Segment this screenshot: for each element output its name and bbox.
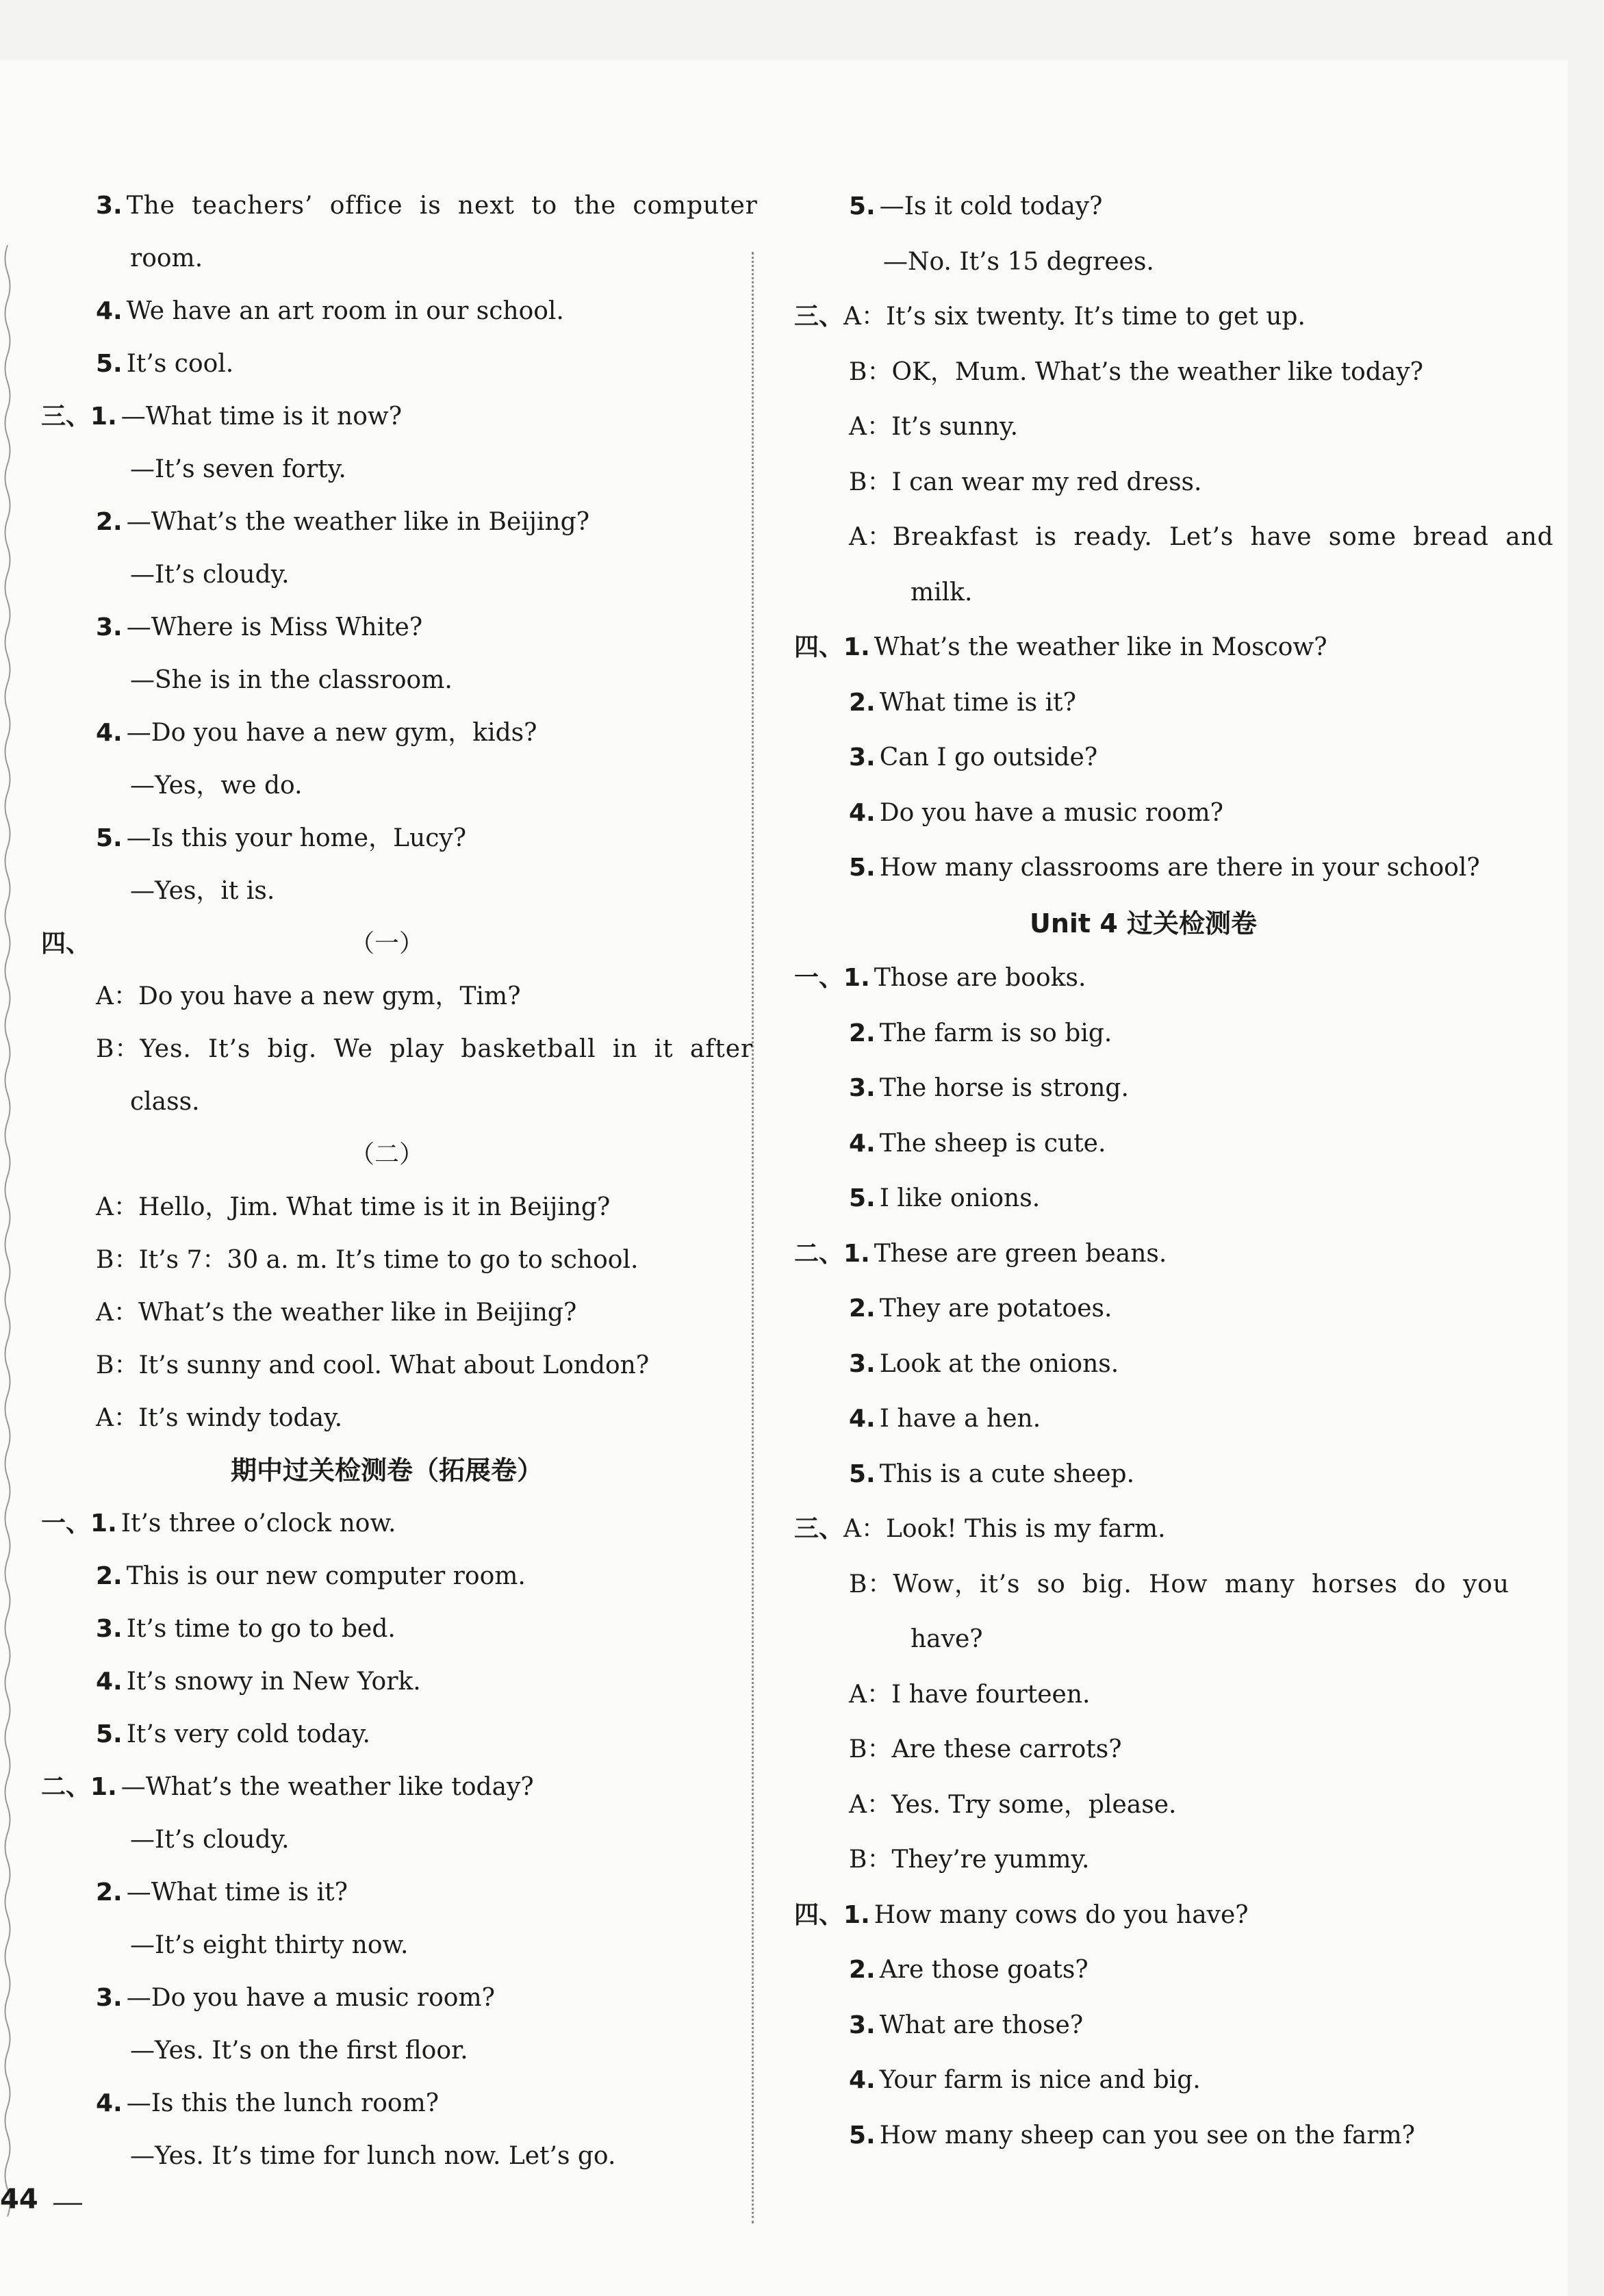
answer-text: room. <box>130 244 203 272</box>
section-marker: 四、 <box>794 1900 844 1929</box>
page-number: 44 <box>0 2184 38 2215</box>
answer-text: have? <box>911 1625 983 1653</box>
answer-text: B：They’re yummy. <box>849 1846 1090 1874</box>
item-number: 4. <box>849 798 876 827</box>
section-marker: 三、 <box>794 1515 844 1543</box>
answer-text: A：It’s sunny. <box>849 413 1019 441</box>
answer-line <box>794 1171 1492 1227</box>
answer-text: B：OK，Mum. What’s the weather like today? <box>849 357 1423 386</box>
answer-line <box>41 1761 733 1813</box>
item-number: 3. <box>96 1615 123 1643</box>
section-marker: 二、 <box>794 1239 844 1268</box>
answer-text: A：What’s the weather like in Beijing? <box>96 1299 577 1327</box>
answer-line <box>41 865 733 917</box>
item-number: 2. <box>96 1562 123 1590</box>
item-number: 2. <box>849 1019 876 1047</box>
answer-text: —Do you have a new gym，kids? <box>126 719 537 747</box>
right-column <box>794 179 1554 2163</box>
item-number: 4. <box>849 1405 876 1433</box>
item-number: 1. <box>90 403 117 431</box>
item-number: 5. <box>849 1184 876 1212</box>
answer-text: How many sheep can you see on the farm? <box>879 2121 1415 2150</box>
item-number: 5. <box>849 192 876 220</box>
answer-line <box>41 2077 733 2130</box>
section-marker: 一、 <box>794 964 844 992</box>
answer-text: A：Breakfast is ready. Let’s have some bread and <box>849 523 1554 551</box>
item-number: 3. <box>849 743 876 771</box>
answer-text: B：Are these carrots? <box>849 1735 1122 1763</box>
answer-line <box>41 2130 733 2182</box>
answer-text: The teachers’ office is next to the computer <box>126 192 758 220</box>
answer-line <box>794 2053 1492 2108</box>
answer-text: —Yes. It’s on the first floor. <box>130 2037 468 2065</box>
answer-line <box>794 179 1492 235</box>
item-number: 5. <box>96 1720 123 1748</box>
dialogue-label: （一） <box>349 930 424 958</box>
answer-text: B：It’s sunny and cool. What about London? <box>96 1351 650 1379</box>
answer-line <box>41 179 758 232</box>
answer-line <box>41 285 733 337</box>
item-number: 3. <box>849 2011 876 2039</box>
answer-text: It’s snowy in New York. <box>126 1668 421 1696</box>
answer-text: This is our new computer room. <box>126 1562 526 1590</box>
answer-text: —What’s the weather like in Beijing? <box>126 508 590 536</box>
answer-line <box>41 970 733 1023</box>
answer-line <box>794 1117 1492 1172</box>
answer-line <box>41 654 733 706</box>
answer-line <box>41 232 733 285</box>
section-marker: 四、 <box>41 930 91 958</box>
item-number: 1. <box>90 1773 117 1801</box>
item-number: 4. <box>96 719 123 747</box>
answer-line <box>41 1919 733 1972</box>
answer-line <box>41 496 733 548</box>
item-number: 2. <box>849 688 876 717</box>
answer-text: A：I have fourteen. <box>849 1680 1091 1709</box>
page-number-rule <box>53 2203 82 2205</box>
answer-text: —Is this the lunch room? <box>126 2089 440 2117</box>
answer-line <box>41 1128 733 1181</box>
answer-line <box>794 1006 1492 1062</box>
answer-text: —It’s cloudy. <box>130 561 290 589</box>
answer-text: Do you have a music room? <box>879 798 1223 827</box>
item-number: 4. <box>849 2066 876 2094</box>
item-number: 1. <box>843 964 870 992</box>
answer-text: —Where is Miss White? <box>126 613 423 641</box>
answer-line <box>794 1888 1492 1943</box>
answer-line <box>41 1866 733 1919</box>
answer-text: A：Hello，Jim. What time is it in Beijing? <box>96 1193 611 1221</box>
answer-text: How many classrooms are there in your school? <box>879 854 1480 882</box>
answer-text: —Yes，we do. <box>130 771 303 800</box>
answer-text: Look at the onions. <box>879 1349 1119 1378</box>
answer-line <box>41 759 733 812</box>
item-number: 3. <box>96 613 123 641</box>
answer-text: I like onions. <box>879 1184 1041 1212</box>
section-marker: 一、 <box>41 1509 91 1538</box>
item-number: 3. <box>849 1074 876 1102</box>
answer-line <box>794 951 1492 1006</box>
answer-text: A：It’s windy today. <box>96 1404 343 1432</box>
answer-text: —Do you have a music room? <box>126 1984 495 2012</box>
answer-text: Those are books. <box>874 964 1086 992</box>
answer-line <box>41 1392 733 1444</box>
answer-text: It’s time to go to bed. <box>126 1615 396 1643</box>
answer-line <box>41 917 733 970</box>
answer-line <box>794 1778 1492 1833</box>
item-number: 4. <box>96 1668 123 1696</box>
answer-line <box>41 1023 754 1075</box>
answer-text: Are those goats? <box>879 1956 1089 1984</box>
section-marker: 四、 <box>794 633 844 661</box>
answer-line <box>41 548 733 601</box>
column-divider <box>752 252 754 2223</box>
answer-line <box>794 1557 1510 1613</box>
answer-text: B：Wow，it’s so big. How many horses do you <box>849 1570 1510 1598</box>
answer-line <box>794 1722 1492 1778</box>
answer-text: This is a cute sheep. <box>879 1459 1135 1488</box>
answer-text: What’s the weather like in Moscow? <box>874 633 1327 661</box>
answer-line <box>794 1943 1492 1998</box>
answer-text: A：Do you have a new gym，Tim? <box>96 982 521 1010</box>
answer-line <box>794 235 1492 290</box>
answer-text: —What time is it? <box>126 1878 348 1906</box>
answer-text: —It’s cloudy. <box>130 1826 290 1854</box>
answer-line <box>794 1612 1492 1668</box>
item-number: 5. <box>849 1459 876 1488</box>
answer-text: —No. It’s 15 degrees. <box>883 247 1154 276</box>
answer-text: What time is it? <box>879 688 1076 717</box>
answer-line <box>794 400 1492 455</box>
item-number: 4. <box>96 2089 123 2117</box>
dialogue-label: （二） <box>349 1140 424 1169</box>
answer-text: class. <box>130 1088 200 1116</box>
answer-line <box>794 345 1492 400</box>
answer-text: Can I go outside? <box>879 743 1098 771</box>
answer-line <box>41 1234 733 1286</box>
answer-line <box>794 290 1492 345</box>
answer-line <box>41 1181 733 1234</box>
answer-text: They are potatoes. <box>879 1294 1112 1323</box>
answer-line <box>41 1286 733 1339</box>
answer-line <box>794 455 1492 511</box>
answer-text: —What time is it now? <box>120 403 403 431</box>
answer-line <box>41 2024 733 2077</box>
answer-line <box>41 1708 733 1761</box>
answer-text: —Is this your home，Lucy? <box>126 824 466 852</box>
left-column <box>41 179 758 2182</box>
section-marker: 二、 <box>41 1773 91 1801</box>
answer-line <box>794 841 1492 896</box>
answer-line <box>794 1998 1492 2054</box>
answer-text: —Yes，it is. <box>130 877 275 905</box>
answer-text: We have an art room in our school. <box>126 297 564 325</box>
answer-line <box>794 510 1554 565</box>
answer-text: A：It’s six twenty. It’s time to get up. <box>843 303 1306 331</box>
answer-text: A：Yes. Try some，please. <box>849 1790 1177 1819</box>
answer-text: Your farm is nice and big. <box>879 2066 1201 2094</box>
answer-line <box>41 1655 733 1708</box>
answer-line <box>794 1281 1492 1337</box>
answer-line <box>41 390 733 443</box>
answer-text: B：It’s 7：30 a. m. It’s time to go to school. <box>96 1246 639 1274</box>
section-marker: 三、 <box>41 403 91 431</box>
answer-text: —Yes. It’s time for lunch now. Let’s go. <box>130 2142 616 2170</box>
answer-text: What are those? <box>879 2011 1084 2039</box>
answer-line <box>794 1061 1492 1117</box>
item-number: 2. <box>849 1956 876 1984</box>
answer-line <box>794 2108 1492 2164</box>
item-number: 5. <box>96 824 123 852</box>
answer-line <box>794 786 1492 841</box>
answer-line <box>794 1833 1492 1888</box>
answer-line <box>794 620 1492 676</box>
answer-text: —It’s seven forty. <box>130 455 346 483</box>
answer-text: —She is in the classroom. <box>130 666 453 694</box>
answer-text: It’s cool. <box>126 350 234 378</box>
answer-line <box>41 1603 733 1655</box>
answer-text: B：I can wear my red dress. <box>849 468 1202 496</box>
item-number: 3. <box>96 192 123 220</box>
answer-text: —What’s the weather like today? <box>120 1773 534 1801</box>
answer-text: These are green beans. <box>874 1239 1167 1268</box>
answer-text: It’s three o’clock now. <box>120 1509 396 1538</box>
answer-line <box>41 1972 733 2024</box>
section-marker: 三、 <box>794 303 844 331</box>
answer-line <box>41 1813 733 1866</box>
item-number: 1. <box>90 1509 117 1538</box>
answer-text: B：Yes. It’s big. We play basketball in it after <box>96 1035 754 1063</box>
item-number: 1. <box>843 1900 870 1929</box>
answer-line <box>794 1337 1492 1392</box>
item-number: 4. <box>96 297 123 325</box>
answer-line <box>41 706 733 759</box>
answer-text: The farm is so big. <box>879 1019 1112 1047</box>
answer-line <box>41 337 733 390</box>
item-number: 2. <box>849 1294 876 1323</box>
answer-line <box>41 1339 733 1392</box>
item-number: 1. <box>843 633 870 661</box>
answer-line <box>794 1392 1492 1447</box>
answer-text: —Is it cold today? <box>879 192 1103 220</box>
item-number: 5. <box>849 2121 876 2150</box>
answer-line <box>794 1668 1492 1723</box>
answer-line <box>41 1550 733 1603</box>
answer-line <box>794 730 1492 786</box>
answer-text: A：Look! This is my farm. <box>843 1515 1166 1543</box>
answer-text: milk. <box>911 578 973 607</box>
answer-line <box>41 1075 733 1128</box>
answer-text: I have a hen. <box>879 1405 1041 1433</box>
item-number: 1. <box>843 1239 870 1268</box>
section-heading: Unit 4 过关检测卷 <box>1030 908 1257 939</box>
answer-text: It’s very cold today. <box>126 1720 370 1748</box>
answer-line <box>794 1502 1492 1557</box>
answer-line <box>794 565 1492 621</box>
item-number: 3. <box>96 1984 123 2012</box>
section-heading: 期中过关检测卷（拓展卷） <box>230 1455 543 1485</box>
item-number: 5. <box>849 854 876 882</box>
answer-line <box>41 601 733 654</box>
item-number: 3. <box>849 1349 876 1378</box>
answer-line <box>41 443 733 496</box>
answer-text: How many cows do you have? <box>874 1900 1249 1929</box>
item-number: 4. <box>849 1129 876 1158</box>
answer-line <box>794 1447 1492 1503</box>
answer-line <box>41 812 733 865</box>
answer-line <box>41 1497 733 1550</box>
answer-line <box>794 1227 1492 1282</box>
item-number: 5. <box>96 350 123 378</box>
answer-text: The sheep is cute. <box>879 1129 1106 1158</box>
item-number: 2. <box>96 508 123 536</box>
answer-line <box>794 676 1492 731</box>
answer-text: The horse is strong. <box>879 1074 1129 1102</box>
binding-edge-decoration <box>0 245 15 2217</box>
item-number: 2. <box>96 1878 123 1906</box>
answer-text: —It’s eight thirty now. <box>130 1931 409 1959</box>
